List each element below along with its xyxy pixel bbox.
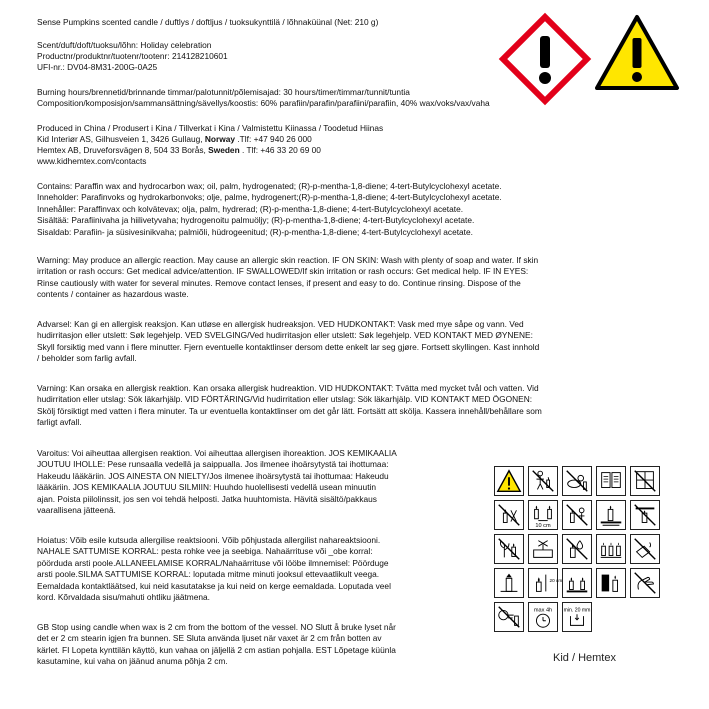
warning-en-line: Rinse cautiously with water for several minutes. Remove contact lenses, if present and easy to do. Continue rinsing. Dispose of the <box>37 277 521 288</box>
contains-line-ee: Sisaldab: Parafiin- ja süsivesinikvaha; palmiõli, hüdrogeenitud; (R)-p-mentha-1,8-diene; 4-tert-Butylcyclohexyl acetate. <box>37 226 473 237</box>
never-unattended-icon <box>562 500 592 530</box>
burning-hours: Burning hours/brennetid/brinnande timmar/palotunnit/põlemisajad: 30 hours/timer/timmar/tunnit/tuntia <box>37 87 410 97</box>
warning-fi-line: Varoitus: Voi aiheuttaa allergisen reaktion. Voi aiheuttaa allergisen ihoreaktion. JOS KEMIKAALIA <box>37 448 397 458</box>
no-moving-lit-candle-icon <box>630 534 660 564</box>
candle-row-spacing-icon <box>596 534 626 564</box>
warning-triangle-icon <box>594 14 680 92</box>
hemtex-address-start: Hemtex AB, Druveforsvägen 8, 504 33 Borås, <box>37 145 209 155</box>
warning-no-line: Advarsel: Kan gi en allergisk reaksjon. Kan utløse en allergisk hudreaksjon. VED HUDKONTAKT: Vask med mye såpe og vann. Ved <box>37 319 524 329</box>
hemtex-address <box>37 145 321 156</box>
max-burn-time-icon <box>528 602 558 632</box>
hemtex-country: Sweden <box>208 145 240 155</box>
contains-line-no: Inneholder: Parafinvoks og hydrokarbonvoks; olje, palme, hydrogenert;(R)-p-mentha-1,8-diene; 4-tert-Butylcyclohexyl acetate. <box>37 192 502 203</box>
no-blowing-icon <box>494 602 524 632</box>
contains-line-se: Innehåller: Paraffinvax och kolvätevax; olja, palm, hydrerad; (R)-p-mentha-1,8-diene; 4-tert-Butylcyclohexyl acetate. <box>37 203 464 214</box>
stop-using-text <box>37 622 396 668</box>
kid-address <box>37 134 312 145</box>
warning-ee-line: NAHALE SATTUMISE KORRAL: pesta rohke vee ja seebiga. Nahaärrituse või _obe korral: <box>37 546 373 557</box>
no-direct-heat-icon <box>596 568 626 598</box>
warning-ee-line: kord. Kõrvaldada sisu/mahuti ohtliku jäätmena. <box>37 592 210 603</box>
no-flammable-objects-icon <box>494 500 524 530</box>
warning-en-line: irritation or rash occurs: Get medical advice/attention. IF SWALLOWED/If skin irritation or rash occurs: Get medical help. IF IN EYES: <box>37 266 529 277</box>
contains-line-en: Contains: Paraffin wax and hydrocarbon wax; oil, palm, hydrogenated; (R)-p-mentha-1,8-diene; 4-tert-Butylcyclohexyl acetate. <box>37 181 502 191</box>
product-line: Sense Pumpkins scented candle / duftlys / doftljus / tuoksukynttilä / lõhnaküünal (Net: 210 g) <box>37 17 379 27</box>
website: www.kidhemtex.com/contacts <box>37 156 147 166</box>
scent-line: Scent/duft/doft/tuoksu/lõhn: Holiday celebration <box>37 40 212 50</box>
min-wax-label: min. 20 mm <box>563 607 591 614</box>
composition: Composition/komposisjon/sammansättning/sävellys/koostis: 60% parafiin/parafin/parafiini/parafiin, 40% wax/voks/vax/vaha <box>37 98 490 108</box>
spacing-label: 10 cm <box>535 523 551 530</box>
warning-fi-line: lääkäriin. JOS KEMIKAALIA JOUTUU SILMIIN: Huuhdo huolellisesti vedellä usean minuutin <box>37 482 377 493</box>
warning-fi-line: ajan. Poista piilolinssit, jos sen voi tehdä helposti. Jatka huuhtomista. Hävitä sisältö/pakkaus <box>37 493 377 504</box>
warning-no-line: hudirritasjon eller utslett: Søk legehjelp. VED SVELGING/Ved hudirritasjon eller utslett: Søk legehjelp. VED KONTAKT MED ØYNENE: <box>37 330 533 341</box>
flame-height-icon <box>528 568 563 598</box>
warning-no-line: / beholder som farlig avfall. <box>37 353 137 364</box>
hemtex-phone: . Tlf: +46 33 20 69 00 <box>239 145 321 155</box>
warning-ee-line: pöörduda arsti poole.ALLANEELAMISE KORRAL/Nahaärrituse või lööbe ilmnemisel: Pöörduge <box>37 557 389 568</box>
warning-en-line: Warning: May produce an allergic reaction. May cause an allergic skin reaction. IF ON SKIN: Wash with plenty of soap and water. If skin <box>37 255 539 265</box>
no-shelf-under-icon <box>630 500 660 530</box>
no-water-extinguish-icon <box>562 534 592 564</box>
product-number: Productnr/produktnr/tuotenr/tootenr: 214128210601 <box>37 51 228 61</box>
warning-ee-line: arsti poole.SILMA SATTUMISE KORRAL: loputada mitme minuti jooksul ettevaatlikult veega. <box>37 569 380 580</box>
stop-line: det er 2 cm stearin igjen fra bunnen. SE Sluta använda ljuset när vaxet är 2 cm från botten av <box>37 633 382 644</box>
min-wax-remaining-icon <box>562 602 592 632</box>
warning-fi-line: vaarallisena jätteenä. <box>37 505 116 516</box>
ghs-exclamation-icon <box>500 14 590 104</box>
warning-fi <box>37 448 397 516</box>
kid-country: Norway <box>204 134 236 144</box>
stop-line: kärlet. FI Lopeta kynttilän käyttö, kun vahaa on jäljellä 2 cm astian pohjalla. EST Lõpetage küünla <box>37 644 396 655</box>
warning-no-line: Skyll forsiktig med vann i flere minutter. Fjern eventuelle kontaktlinser dersom dette enkelt lar seg gjøre. Fortsett skyllingen. Kast innhold <box>37 341 540 352</box>
flame-height-label: 20 cm <box>549 578 563 584</box>
kid-address-start: Kid Interiør AS, Gilhusveien 1, 3426 Gullaug, <box>37 134 205 144</box>
warning-se-line: farligt avfall. <box>37 417 82 428</box>
no-burning-near-plants-icon <box>494 534 524 564</box>
read-instructions-icon <box>596 466 626 496</box>
stop-line: kasutamine, kui vaha on jäänud anuma põhja 2 cm. <box>37 656 228 667</box>
keep-away-pets-icon <box>562 466 592 496</box>
warning-ee <box>37 535 391 603</box>
candle-spacing-icon <box>528 500 558 530</box>
kid-phone: .Tlf: +47 940 26 000 <box>235 134 312 144</box>
trim-wick-icon <box>528 534 558 564</box>
warning-no <box>37 319 539 365</box>
brand-logo: Kid / Hemtex <box>553 652 616 664</box>
origin-line: Produced in China / Produsert i Kina / Tillverkat i Kina / Valmistettu Kiinassa / Toodetud Hiinas <box>37 123 384 133</box>
warning-fi-line: Hakeudu lääkäriin. JOS AINESTA ON NIELTY/Jos ilmenee ihoärsytystä tai ihottumaa: Hakeudu <box>37 470 389 481</box>
contains-block <box>37 181 502 238</box>
keep-away-children-icon <box>528 466 558 496</box>
warning-en <box>37 255 538 301</box>
no-draught-window-icon <box>630 466 660 496</box>
warning-fi-line: JOUTUU IHOLLE: Pese runsaalla vedellä ja saippualla. Jos ilmenee ihoärsytystä tai ihottumaa: <box>37 459 389 470</box>
warning-symbol-icon <box>494 466 524 496</box>
warning-se <box>37 383 542 429</box>
warning-se-line: hudirritation eller utslag: Sök läkarhjälp. VID FÖRTÄRING/Vid hudirritation eller utslag: Sök läkarhjälp. VID KONTAKT MED ÖGONEN: <box>37 394 533 405</box>
warning-ee-line: Eemaldada kontaktläätsed, kui neid kasutatakse ja kui neid on kerge eemaldada. Loputada veel <box>37 580 391 591</box>
warning-se-line: Varning: Kan orsaka en allergisk reaktion. Kan orsaka allergisk hudreaktion. VID HUDKONTAKT: Tvätta med mycket tvål och vatten. Vid <box>37 383 539 393</box>
max-time-label: max 4h <box>533 607 553 614</box>
warning-se-line: Skölj försiktigt med vatten i flera minuter. Ta ur eventuella kontaktlinser om det går lätt. Fortsätt att skölja. Kassera innehåll/behållare som <box>37 405 542 416</box>
stop-line: GB Stop using candle when wax is 2 cm from the bottom of the vessel. NO Slutt å bruke lyset når <box>37 622 396 632</box>
heat-resistant-surface-icon <box>596 500 626 530</box>
ufi-number: UFI-nr.: DV04-8M31-200G-0A25 <box>37 62 158 72</box>
contains-line-fi: Sisältää: Parafiinivaha ja hiilivetyvaha; hydrogenoitu palmuöljy; (R)-p-mentha-1,8-diene; 4-tert-Butylcyclohexyl acetate. <box>37 215 475 226</box>
keep-upright-icon <box>494 568 524 598</box>
no-touching-hot-icon <box>630 568 660 598</box>
no-burn-on-flammable-icon <box>562 568 592 598</box>
warning-ee-line: Hoiatus: Võib esile kutsuda allergilise reaktsiooni. Võib põhjustada allergilist nahareaktsiooni. <box>37 535 381 545</box>
warning-en-line: contents / container as hazardous waste. <box>37 289 189 300</box>
